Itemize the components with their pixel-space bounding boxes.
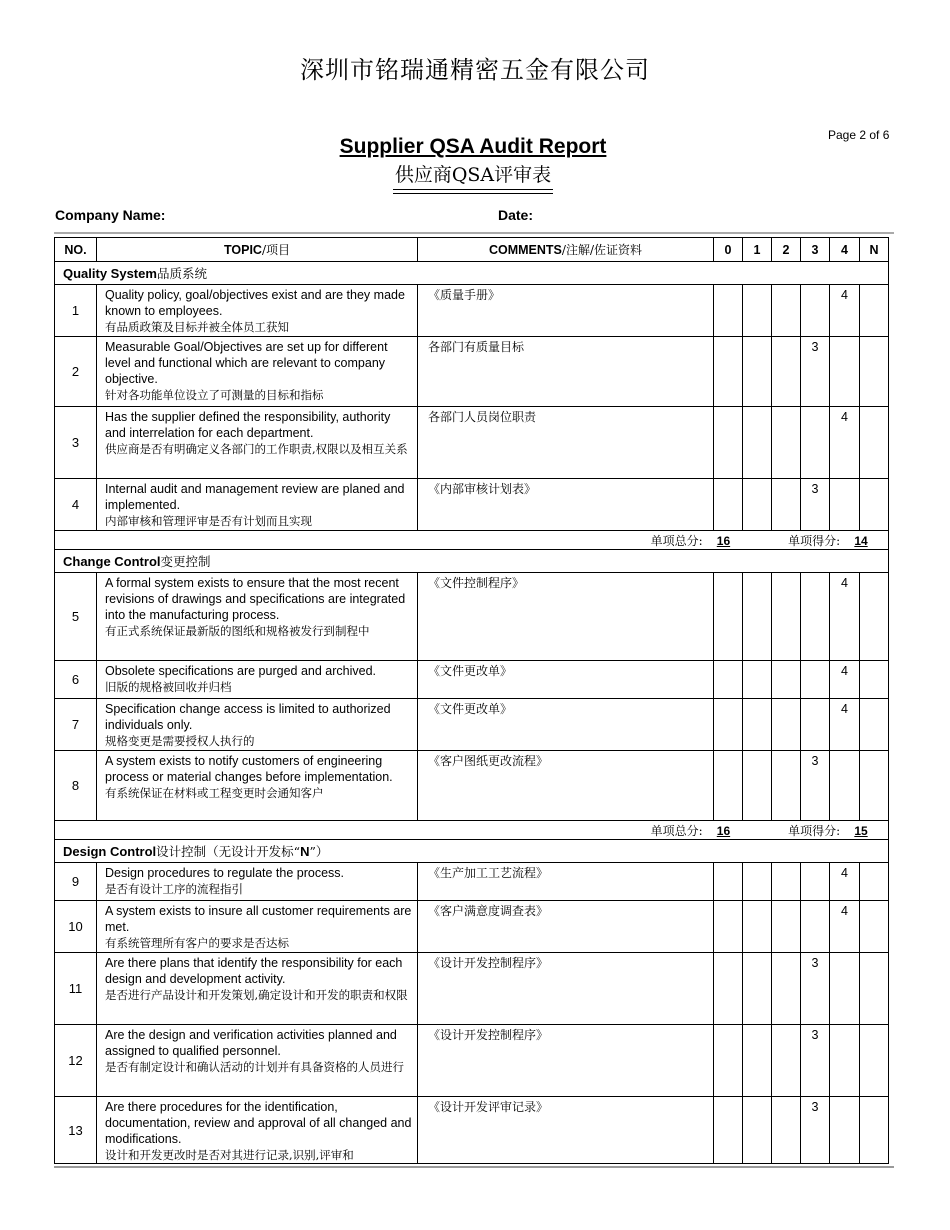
score-3-cell <box>801 863 830 901</box>
row-number: 4 <box>55 479 97 531</box>
score-3-cell <box>801 407 830 479</box>
bottom-divider <box>54 1166 894 1168</box>
score-n-cell <box>860 1025 889 1097</box>
section-title-en: Design Control <box>63 844 157 859</box>
score-1-cell <box>743 901 772 953</box>
header-score-1: 1 <box>743 238 772 262</box>
row-topic-cn: 是否进行产品设计和开发策划,确定设计和开发的职责和权限 <box>105 988 408 1002</box>
score-2-cell <box>772 699 801 751</box>
row-number: 7 <box>55 699 97 751</box>
score-0-cell <box>714 751 743 821</box>
row-number: 12 <box>55 1025 97 1097</box>
score-4-cell: 4 <box>830 573 860 661</box>
section-title-cn: 设计控制（无设计开发标“ <box>156 844 301 859</box>
row-comment: 《设计开发评审记录》 <box>418 1097 714 1164</box>
header-comments-cn: /注解/佐证资料 <box>561 243 642 257</box>
date-label: Date: <box>498 207 534 223</box>
header-topic <box>97 238 418 262</box>
row-topic-cn: 有品质政策及目标并被全体员工获知 <box>105 320 289 334</box>
row-topic-en: Obsolete specifications are purged and archived. <box>105 664 376 678</box>
row-number: 11 <box>55 953 97 1025</box>
table-row <box>55 699 889 751</box>
score-4-cell: 4 <box>830 699 860 751</box>
score-0-cell <box>714 901 743 953</box>
table-row <box>55 953 889 1025</box>
score-4-cell: 4 <box>830 407 860 479</box>
row-topic-cn: 旧版的规格被回收并归档 <box>105 680 232 694</box>
got-value: 15 <box>854 823 868 838</box>
score-3-cell <box>801 661 830 699</box>
table-row <box>55 479 889 531</box>
report-title-text: Supplier QSA Audit Report <box>339 135 607 158</box>
row-comment: 《设计开发控制程序》 <box>418 1025 714 1097</box>
row-topic-en: Internal audit and management review are planed and implemented. <box>105 482 405 512</box>
report-title <box>0 135 946 159</box>
row-topic <box>97 285 418 337</box>
report-title-cn-text: 供应商QSA评审表 <box>393 160 553 190</box>
score-4-cell: 4 <box>830 285 860 337</box>
score-4-cell <box>830 1025 860 1097</box>
row-comment: 各部门有质量目标 <box>418 337 714 407</box>
row-topic <box>97 901 418 953</box>
row-topic-en: Are there procedures for the identification, documentation, review and approval of all changed and modifications. <box>105 1100 412 1146</box>
score-4-cell <box>830 953 860 1025</box>
row-topic-cn: 内部审核和管理评审是否有计划而且实现 <box>105 514 312 528</box>
table-row <box>55 337 889 407</box>
score-1-cell <box>743 407 772 479</box>
total-label: 单项总分: <box>650 823 703 838</box>
score-0-cell <box>714 479 743 531</box>
company-name-heading: 深圳市铭瑞通精密五金有限公司 <box>300 56 650 84</box>
score-3-cell: 3 <box>801 751 830 821</box>
got-label: 单项得分: <box>788 823 841 838</box>
row-topic-en: Are the design and verification activities planned and assigned to qualified personnel. <box>105 1028 397 1058</box>
row-number: 8 <box>55 751 97 821</box>
table-row <box>55 407 889 479</box>
row-topic <box>97 699 418 751</box>
row-topic-en: A system exists to insure all customer requirements are met. <box>105 904 412 934</box>
table-row <box>55 901 889 953</box>
section-title <box>55 840 889 863</box>
section-title-en: Change Control <box>63 554 161 569</box>
score-0-cell <box>714 1025 743 1097</box>
score-0-cell <box>714 573 743 661</box>
table-row <box>55 573 889 661</box>
score-4-cell: 4 <box>830 661 860 699</box>
score-2-cell <box>772 661 801 699</box>
score-2-cell <box>772 337 801 407</box>
score-1-cell <box>743 863 772 901</box>
row-topic-en: A formal system exists to ensure that the most recent revisions of drawings and specifications are integrated into the manufacturing process. <box>105 576 406 622</box>
row-topic <box>97 337 418 407</box>
score-2-cell <box>772 863 801 901</box>
score-2-cell <box>772 1025 801 1097</box>
row-topic-cn: 供应商是否有明确定义各部门的工作职责,权限以及相互关系 <box>105 442 408 456</box>
page-number: Page 2 of 6 <box>828 128 890 142</box>
header-score-4: 4 <box>830 238 860 262</box>
score-1-cell <box>743 1097 772 1164</box>
company-name-label: Company Name: <box>55 207 166 223</box>
top-divider <box>54 232 894 234</box>
score-n-cell <box>860 573 889 661</box>
score-3-cell <box>801 901 830 953</box>
row-topic <box>97 1097 418 1164</box>
table-row <box>55 1025 889 1097</box>
row-topic <box>97 953 418 1025</box>
score-1-cell <box>743 479 772 531</box>
score-4-cell <box>830 751 860 821</box>
section-title-cn: 变更控制 <box>160 554 211 569</box>
header-comments-en: COMMENTS <box>488 243 562 257</box>
score-4-cell: 4 <box>830 863 860 901</box>
score-n-cell <box>860 285 889 337</box>
score-0-cell <box>714 699 743 751</box>
section-header-design-control <box>55 840 889 863</box>
section-total-row <box>55 821 889 840</box>
row-topic <box>97 1025 418 1097</box>
total-label: 单项总分: <box>650 533 703 548</box>
section-total <box>55 531 889 550</box>
row-number: 3 <box>55 407 97 479</box>
row-topic <box>97 407 418 479</box>
section-total <box>55 821 889 840</box>
score-3-cell <box>801 699 830 751</box>
score-2-cell <box>772 901 801 953</box>
score-0-cell <box>714 863 743 901</box>
row-comment: 《文件更改单》 <box>418 699 714 751</box>
section-title-en: Quality System <box>63 266 157 281</box>
row-topic-cn: 设计和开发更改时是否对其进行记录,识别,评审和 <box>105 1148 354 1162</box>
row-comment: 各部门人员岗位职责 <box>418 407 714 479</box>
header-score-2: 2 <box>772 238 801 262</box>
row-topic <box>97 479 418 531</box>
got-value: 14 <box>854 533 868 548</box>
score-1-cell <box>743 337 772 407</box>
row-comment: 《客户满意度调查表》 <box>418 901 714 953</box>
table-row <box>55 863 889 901</box>
row-topic-en: Design procedures to regulate the process. <box>105 866 345 880</box>
row-comment: 《生产加工工艺流程》 <box>418 863 714 901</box>
table-header-row <box>55 238 889 262</box>
total-value: 16 <box>716 823 731 838</box>
table-row <box>55 285 889 337</box>
score-n-cell <box>860 751 889 821</box>
section-title <box>55 262 889 285</box>
row-number: 5 <box>55 573 97 661</box>
row-comment: 《质量手册》 <box>418 285 714 337</box>
table-row <box>55 1097 889 1164</box>
score-2-cell <box>772 953 801 1025</box>
score-4-cell <box>830 1097 860 1164</box>
row-topic <box>97 661 418 699</box>
score-2-cell <box>772 407 801 479</box>
row-topic-cn: 是否有设计工序的流程指引 <box>105 882 243 896</box>
row-topic-cn: 有正式系统保证最新版的图纸和规格被发行到制程中 <box>105 624 370 638</box>
row-topic-en: Are there plans that identify the responsibility for each design and development activity. <box>105 956 403 986</box>
row-number: 13 <box>55 1097 97 1164</box>
score-n-cell <box>860 901 889 953</box>
score-2-cell <box>772 479 801 531</box>
score-1-cell <box>743 661 772 699</box>
row-topic-en: Measurable Goal/Objectives are set up for different level and functional which are relevant to company objective. <box>105 340 388 386</box>
score-2-cell <box>772 751 801 821</box>
row-topic <box>97 573 418 661</box>
row-number: 1 <box>55 285 97 337</box>
score-0-cell <box>714 337 743 407</box>
score-3-cell <box>801 285 830 337</box>
score-0-cell <box>714 285 743 337</box>
score-4-cell <box>830 337 860 407</box>
header-score-n: N <box>860 238 889 262</box>
section-title-cn-suffix: ”） <box>309 844 329 859</box>
total-value: 16 <box>716 533 731 548</box>
header-topic-cn: /项目 <box>261 243 291 257</box>
score-0-cell <box>714 1097 743 1164</box>
score-3-cell: 3 <box>801 1025 830 1097</box>
score-n-cell <box>860 863 889 901</box>
score-3-cell: 3 <box>801 479 830 531</box>
score-0-cell <box>714 953 743 1025</box>
row-topic-cn: 针对各功能单位设立了可测量的目标和指标 <box>105 388 324 402</box>
row-number: 10 <box>55 901 97 953</box>
header-topic-en: TOPIC <box>223 243 262 257</box>
section-title-cn: 品质系统 <box>156 266 207 281</box>
score-n-cell <box>860 407 889 479</box>
score-n-cell <box>860 953 889 1025</box>
row-topic-en: Has the supplier defined the responsibility, authority and interrelation for each department. <box>105 410 391 440</box>
row-comment: 《内部审核计划表》 <box>418 479 714 531</box>
report-title-cn <box>0 160 946 190</box>
score-4-cell: 4 <box>830 901 860 953</box>
row-topic-cn: 有系统保证在材料或工程变更时会通知客户 <box>105 786 324 800</box>
row-topic-cn: 是否有制定设计和确认活动的计划并有具备资格的人员进行 <box>105 1060 404 1074</box>
score-1-cell <box>743 1025 772 1097</box>
row-topic-cn: 有系统管理所有客户的要求是否达标 <box>105 936 289 950</box>
section-title-n: N <box>300 844 310 859</box>
section-header-change-control <box>55 550 889 573</box>
row-comment: 《客户图纸更改流程》 <box>418 751 714 821</box>
score-0-cell <box>714 661 743 699</box>
score-n-cell <box>860 699 889 751</box>
row-comment: 《设计开发控制程序》 <box>418 953 714 1025</box>
score-2-cell <box>772 285 801 337</box>
score-0-cell <box>714 407 743 479</box>
row-topic <box>97 863 418 901</box>
header-no: NO. <box>55 238 97 262</box>
row-number: 9 <box>55 863 97 901</box>
score-3-cell: 3 <box>801 953 830 1025</box>
score-n-cell <box>860 1097 889 1164</box>
header-comments <box>418 238 714 262</box>
score-1-cell <box>743 699 772 751</box>
score-n-cell <box>860 479 889 531</box>
score-3-cell <box>801 573 830 661</box>
table-row <box>55 751 889 821</box>
table-row <box>55 661 889 699</box>
header-score-3: 3 <box>801 238 830 262</box>
score-1-cell <box>743 573 772 661</box>
score-2-cell <box>772 1097 801 1164</box>
score-n-cell <box>860 337 889 407</box>
score-2-cell <box>772 573 801 661</box>
row-number: 6 <box>55 661 97 699</box>
row-topic-en: Quality policy, goal/objectives exist and are they made known to employees. <box>105 288 405 318</box>
section-header-quality-system <box>55 262 889 285</box>
section-total-row <box>55 531 889 550</box>
score-3-cell: 3 <box>801 337 830 407</box>
section-title <box>55 550 889 573</box>
score-1-cell <box>743 751 772 821</box>
audit-table <box>54 237 889 1164</box>
row-comment: 《文件控制程序》 <box>418 573 714 661</box>
row-number: 2 <box>55 337 97 407</box>
row-topic-en: A system exists to notify customers of engineering process or material changes before implementation. <box>105 754 393 784</box>
header-score-0: 0 <box>714 238 743 262</box>
score-3-cell: 3 <box>801 1097 830 1164</box>
row-topic <box>97 751 418 821</box>
row-topic-en: Specification change access is limited to authorized individuals only. <box>105 702 391 732</box>
score-1-cell <box>743 953 772 1025</box>
row-topic-cn: 规格变更是需要授权人执行的 <box>105 734 255 748</box>
score-1-cell <box>743 285 772 337</box>
row-comment: 《文件更改单》 <box>418 661 714 699</box>
score-n-cell <box>860 661 889 699</box>
got-label: 单项得分: <box>788 533 841 548</box>
score-4-cell <box>830 479 860 531</box>
